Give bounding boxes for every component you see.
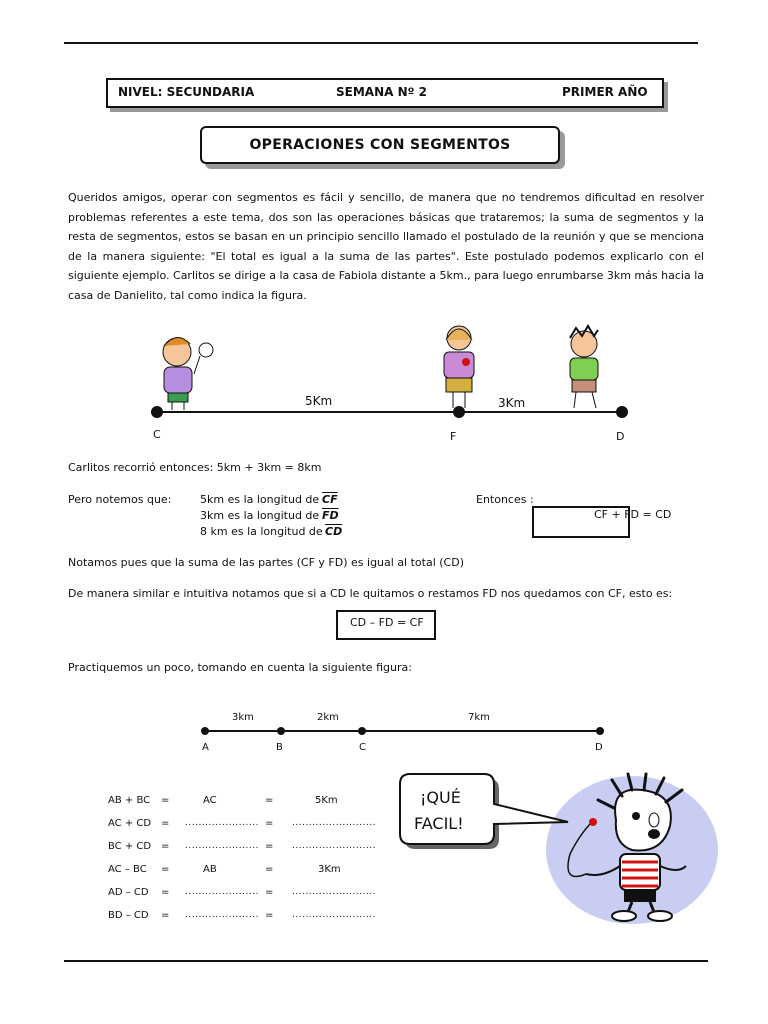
top-rule — [64, 42, 698, 44]
practica-line: Practiquemos un poco, tomando en cuenta la siguiente figura: — [68, 661, 412, 674]
exercise-eq: = — [161, 818, 170, 829]
exercise-eq: = — [161, 795, 170, 806]
point-d: D — [616, 430, 625, 443]
recorrio-line: Carlitos recorrió entonces: 5km + 3km = 8km — [68, 461, 322, 474]
exercise-rhs: ......................... — [292, 818, 377, 828]
point-f: F — [450, 430, 457, 443]
segment-fd: $\overline{FD}$ — [322, 509, 339, 522]
exercise-rhs: 3Km — [318, 864, 341, 875]
exercise-rhs: ......................... — [292, 887, 377, 897]
exercise-lhs: AC – BC — [108, 864, 147, 875]
danielito-figure — [570, 326, 598, 408]
distance-cf: 5Km — [305, 394, 333, 408]
exercise-mid: AB — [203, 864, 217, 875]
header-level: NIVEL: SECUNDARIA — [118, 85, 255, 99]
exercise-eq2: = — [265, 841, 274, 852]
resta-equation: CD – FD = CF — [350, 616, 424, 629]
length-fd-label: 3km es la longitud de — [200, 509, 320, 522]
header-week: SEMANA Nº 2 — [336, 85, 427, 99]
length-cd-label: 8 km es la longitud de — [200, 525, 323, 538]
figure-route — [140, 312, 640, 452]
exercise-lhs: BD – CD — [108, 910, 149, 921]
exercise-lhs: BC + CD — [108, 841, 152, 852]
point-d2: D — [595, 742, 603, 753]
exercise-eq2: = — [265, 887, 274, 898]
exercise-eq: = — [161, 841, 170, 852]
exercise-rhs: ......................... — [292, 841, 377, 851]
exercise-eq2: = — [265, 795, 274, 806]
point-c: C — [153, 428, 161, 441]
exercise-eq: = — [161, 887, 170, 898]
resta-line: De manera similar e intuitiva notamos que si a CD le quitamos o restamos FD nos quedamos con CF, esto es: — [68, 587, 673, 600]
exercise-mid: ...................... — [185, 841, 259, 851]
exercise-eq2: = — [265, 910, 274, 921]
header-year: PRIMER AÑO — [562, 85, 648, 99]
segment-cf: $\overline{CF}$ — [322, 493, 338, 506]
exercise-eq2: = — [265, 818, 274, 829]
point-c2: C — [359, 742, 366, 753]
bubble-line-1: ¡QUÉ — [420, 788, 461, 807]
distance-cd: 7km — [468, 712, 490, 723]
entonces-label: Entonces : — [476, 493, 534, 506]
sum-equation: CF + FD = CD — [594, 508, 672, 521]
exercise-lhs: AB + BC — [108, 795, 151, 806]
distance-ab: 3km — [232, 712, 254, 723]
segment-cd: $\overline{CD}$ — [325, 525, 343, 538]
fabiola-figure — [444, 326, 474, 408]
exercise-lhs: AC + CD — [108, 818, 152, 829]
exercise-rhs: 5Km — [315, 795, 338, 806]
exercise-eq: = — [161, 910, 170, 921]
length-cf-label: 5km es la longitud de — [200, 493, 320, 506]
exercise-mid: ...................... — [185, 818, 259, 828]
notemos-label: Pero notemos que: — [68, 493, 172, 506]
distance-fd: 3Km — [498, 396, 526, 410]
exercise-mid: ...................... — [185, 887, 259, 897]
figure-segments — [196, 720, 610, 742]
exercise-lhs: AD – CD — [108, 887, 149, 898]
intro-paragraph: Queridos amigos, operar con segmentos es fácil y sencillo, de manera que no tendremos dificultad en resolver problemas referentes a este tema, dos son las operaciones básicas que trataremos; la suma de segmentos y la resta de segmentos, estos se basan en un principio sencillo llamado el postulado de la reunión y que se menciona de la manera siguiente: "El total es igual a la suma de las partes". Este postulado podemos explicarlo con el siguiente ejemplo. Carlitos se dirige a la casa de Fabiola distante a 5km., para luego enrumbarse 3km más hacia la casa de Danielito, tal como indica la figura. — [68, 191, 704, 302]
exercise-eq2: = — [265, 864, 274, 875]
page-title: OPERACIONES CON SEGMENTOS — [200, 126, 560, 164]
suma-line: Notamos pues que la suma de las partes (CF y FD) es igual al total (CD) — [68, 556, 464, 569]
carlitos-figure — [163, 337, 213, 410]
exercise-mid: AC — [203, 795, 217, 806]
header-box — [106, 78, 664, 108]
exercise-mid: ...................... — [185, 910, 259, 920]
exercise-eq: = — [161, 864, 170, 875]
point-b: B — [276, 742, 283, 753]
bottom-rule — [64, 960, 708, 962]
distance-bc: 2km — [317, 712, 339, 723]
bubble-line-2: FACIL! — [414, 814, 464, 833]
point-a: A — [202, 742, 209, 753]
exercise-rhs: ......................... — [292, 910, 377, 920]
